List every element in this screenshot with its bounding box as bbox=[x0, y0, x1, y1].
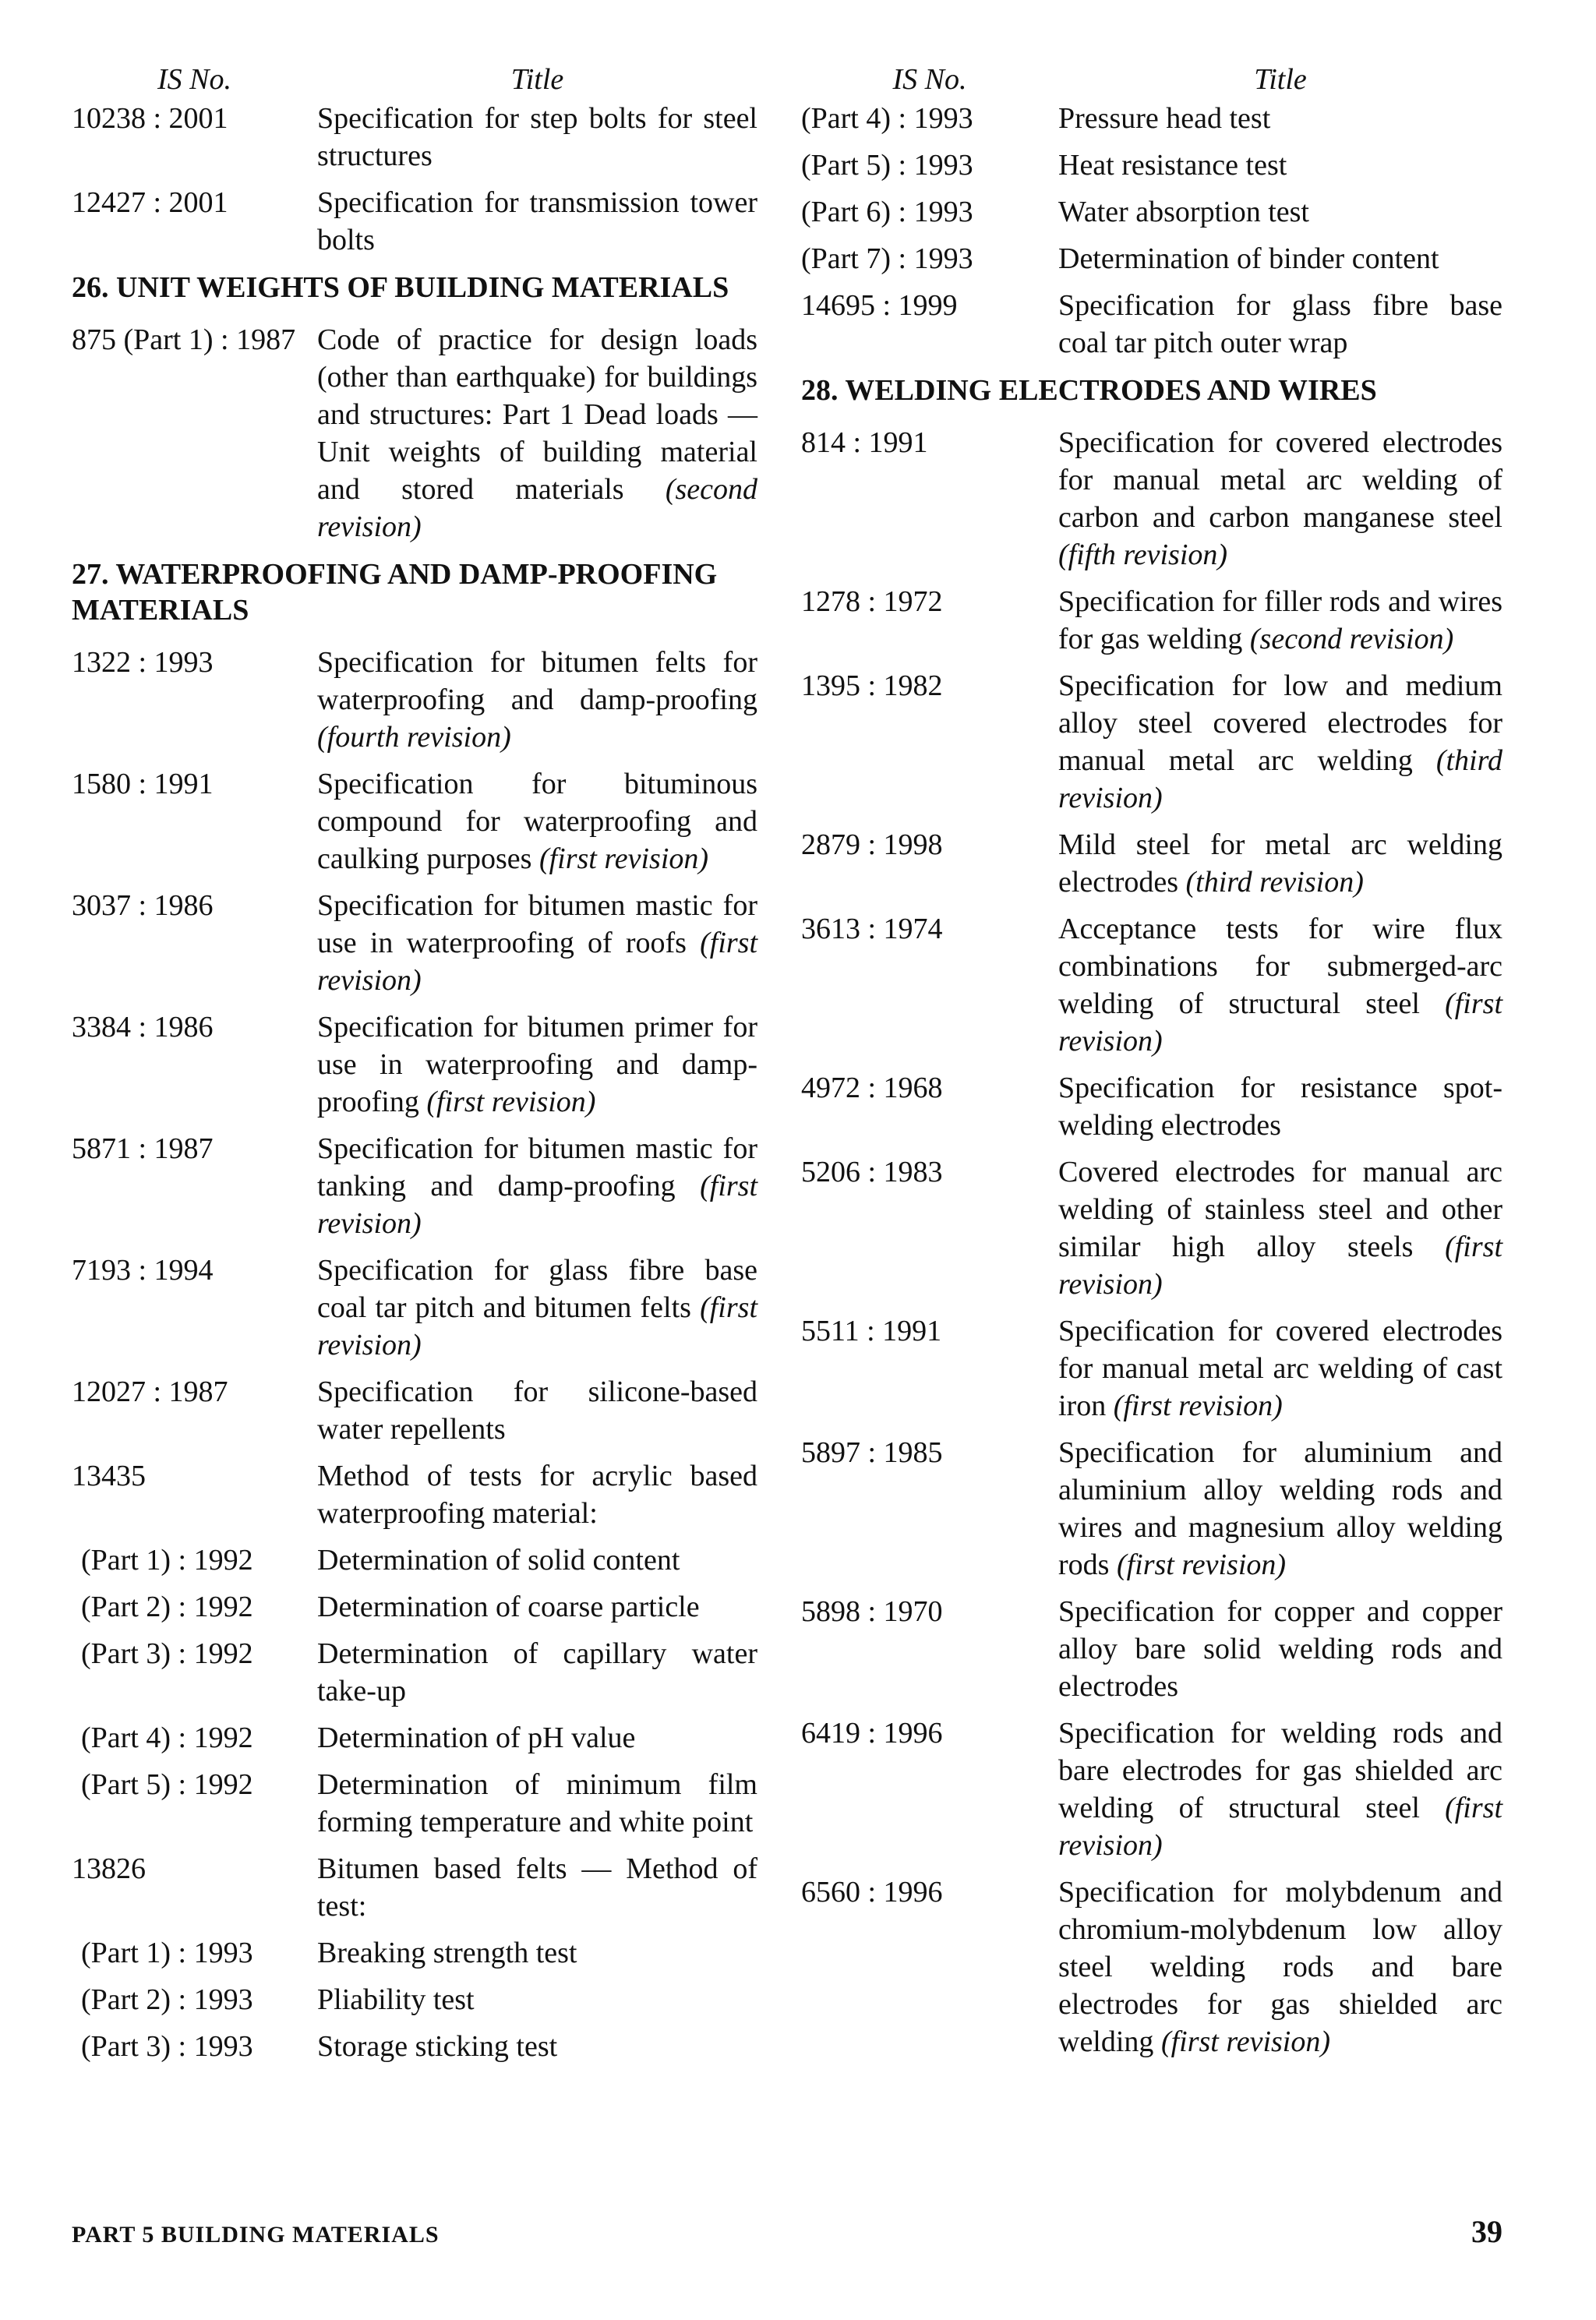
is-number: (Part 1) : 1993 bbox=[81, 1937, 253, 1969]
is-number: 3384 : 1986 bbox=[72, 1011, 214, 1043]
title-text: Specification for molybdenum and chromium-molybdenum low alloy steel welding rods and bare electrodes for gas shielded arc welding bbox=[1058, 1876, 1502, 2058]
is-number: 1395 : 1982 bbox=[801, 669, 943, 702]
standard-row bbox=[72, 887, 757, 999]
header-is-no: IS No. bbox=[892, 63, 967, 96]
standard-row bbox=[801, 193, 1502, 231]
title-text: Determination of binder content bbox=[1058, 242, 1439, 275]
standard-title bbox=[317, 887, 757, 999]
is-number: (Part 4) : 1993 bbox=[801, 102, 973, 135]
standard-title bbox=[1058, 1873, 1502, 2060]
column-header bbox=[801, 61, 1502, 98]
title-text: Specification for silicone-based water repellents bbox=[317, 1375, 757, 1446]
standard-row bbox=[72, 1981, 757, 2018]
revision-note: (third revision) bbox=[1185, 866, 1364, 899]
title-text: Specification for covered electrodes for manual metal arc welding of cast iron bbox=[1058, 1315, 1502, 1422]
standard-title bbox=[317, 1457, 757, 1532]
standard-title bbox=[317, 1541, 757, 1579]
standard-row bbox=[72, 1766, 757, 1841]
standard-title bbox=[317, 1373, 757, 1448]
title-text: Code of practice for design loads (other than earthquake) for buildings and structures: Part 1 Dead loads — Unit weights of building material and stored materials bbox=[317, 323, 757, 506]
standard-row bbox=[801, 1714, 1502, 1864]
standard-row bbox=[72, 321, 757, 546]
is-number: (Part 2) : 1992 bbox=[81, 1591, 253, 1623]
is-number: 1278 : 1972 bbox=[801, 585, 943, 618]
is-number: 3037 : 1986 bbox=[72, 889, 214, 922]
standard-row bbox=[801, 1873, 1502, 2060]
revision-note: (first revision) bbox=[1058, 987, 1502, 1058]
is-number: 1322 : 1993 bbox=[72, 646, 214, 679]
standard-row bbox=[801, 1312, 1502, 1425]
standard-title bbox=[317, 1130, 757, 1242]
standard-title bbox=[1058, 1153, 1502, 1303]
revision-note: (fifth revision) bbox=[1058, 539, 1228, 571]
is-number: (Part 2) : 1993 bbox=[81, 1983, 253, 2016]
standard-row bbox=[72, 1457, 757, 1532]
standard-row bbox=[801, 826, 1502, 901]
revision-note: (first revision) bbox=[317, 927, 758, 997]
is-number: 5898 : 1970 bbox=[801, 1595, 943, 1628]
standard-title bbox=[1058, 147, 1502, 184]
standard-row bbox=[72, 1130, 757, 1242]
revision-note: (first revision) bbox=[317, 1170, 758, 1240]
is-number: 6560 : 1996 bbox=[801, 1876, 943, 1909]
standard-title bbox=[317, 1635, 757, 1710]
revision-note: (first revision) bbox=[1058, 1231, 1502, 1301]
title-text: Specification for bitumen felts for waterproofing and damp-proofing bbox=[317, 646, 757, 716]
standard-row bbox=[801, 240, 1502, 277]
title-text: Specification for copper and copper alloy bare solid welding rods and electrodes bbox=[1058, 1595, 1502, 1703]
revision-note: (first revision) bbox=[1116, 1548, 1287, 1581]
standard-row bbox=[801, 100, 1502, 137]
standard-title bbox=[1058, 1714, 1502, 1864]
standard-row bbox=[72, 1934, 757, 1972]
section-28-rows bbox=[801, 424, 1502, 2060]
title-text: Determination of capillary water take-up bbox=[317, 1637, 757, 1707]
is-number: (Part 7) : 1993 bbox=[801, 242, 973, 275]
title-text: Determination of coarse particle bbox=[317, 1591, 700, 1623]
is-number: 2879 : 1998 bbox=[801, 828, 943, 861]
standard-title bbox=[317, 1008, 757, 1121]
title-text: Heat resistance test bbox=[1058, 149, 1287, 182]
standard-title bbox=[1058, 1312, 1502, 1425]
title-text: Specification for filler rods and wires for gas welding bbox=[1058, 585, 1502, 655]
is-number: 1580 : 1991 bbox=[72, 768, 214, 800]
section-heading-27: 27. WATERPROOFING AND DAMP-PROOFING MATERIALS bbox=[72, 558, 718, 627]
revision-note: (fourth revision) bbox=[317, 721, 511, 754]
is-number: 5897 : 1985 bbox=[801, 1436, 943, 1469]
left-column bbox=[72, 61, 757, 2075]
standard-title bbox=[1058, 910, 1502, 1060]
standard-row bbox=[801, 287, 1502, 362]
standard-row bbox=[801, 1593, 1502, 1705]
is-number: 13826 bbox=[72, 1852, 146, 1885]
title-text: Specification for transmission tower bolts bbox=[317, 186, 757, 256]
title-text: Specification for step bolts for steel structures bbox=[317, 102, 757, 172]
is-number: (Part 1) : 1992 bbox=[81, 1544, 253, 1577]
standard-row bbox=[72, 184, 757, 259]
standard-title bbox=[317, 1588, 757, 1626]
standard-title bbox=[317, 1981, 757, 2018]
revision-note: (first revision) bbox=[317, 1291, 757, 1361]
is-number: (Part 6) : 1993 bbox=[801, 196, 973, 228]
title-text: Breaking strength test bbox=[317, 1937, 577, 1969]
title-text: Determination of minimum film forming temperature and white point bbox=[317, 1768, 757, 1838]
title-text: Specification for covered electrodes for manual metal arc welding of carbon and carbon manganese steel bbox=[1058, 426, 1502, 534]
standard-row bbox=[72, 2028, 757, 2065]
section-27-rows bbox=[72, 644, 757, 2065]
standard-title bbox=[317, 765, 757, 878]
is-number: 875 (Part 1) : 1987 bbox=[72, 323, 296, 356]
title-text: Determination of solid content bbox=[317, 1544, 680, 1577]
standard-title bbox=[317, 1252, 757, 1364]
standard-row bbox=[72, 1008, 757, 1121]
column-header bbox=[72, 61, 757, 98]
title-text: Specification for resistance spot-welding electrodes bbox=[1058, 1072, 1502, 1142]
section-26-rows bbox=[72, 321, 757, 546]
section-heading-28: 28. WELDING ELECTRODES AND WIRES bbox=[801, 374, 1377, 407]
revision-note: (first revision) bbox=[426, 1086, 596, 1118]
standard-row bbox=[72, 1373, 757, 1448]
standard-row bbox=[801, 667, 1502, 817]
title-text: Specification for bituminous compound for waterproofing and caulking purposes bbox=[317, 768, 757, 875]
standard-row bbox=[72, 1252, 757, 1364]
standard-title bbox=[317, 1766, 757, 1841]
title-text: Specification for glass fibre base coal tar pitch outer wrap bbox=[1058, 289, 1502, 359]
is-number: 6419 : 1996 bbox=[801, 1717, 943, 1750]
header-title: Title bbox=[1254, 63, 1307, 96]
standard-title bbox=[1058, 1069, 1502, 1144]
title-text: Storage sticking test bbox=[317, 2030, 558, 2063]
header-title: Title bbox=[510, 63, 564, 96]
title-text: Pliability test bbox=[317, 1983, 475, 2016]
title-text: Specification for aluminium and aluminium alloy welding rods and wires and magnesium alloy welding rods bbox=[1058, 1436, 1502, 1581]
standard-title bbox=[317, 321, 757, 546]
revision-note: (first revision) bbox=[1160, 2025, 1331, 2058]
standard-title bbox=[1058, 424, 1502, 574]
revision-note: (first revision) bbox=[538, 842, 709, 875]
title-text: Acceptance tests for wire flux combinations for submerged-arc welding of structural steel bbox=[1058, 913, 1502, 1020]
standard-row bbox=[801, 583, 1502, 658]
standard-row bbox=[72, 1850, 757, 1925]
is-number: (Part 4) : 1992 bbox=[81, 1721, 253, 1754]
is-number: 3613 : 1974 bbox=[801, 913, 943, 945]
is-number: 4972 : 1968 bbox=[801, 1072, 943, 1104]
header-is-no: IS No. bbox=[157, 63, 231, 96]
revision-note: (first revision) bbox=[1058, 1792, 1502, 1862]
page-number: 39 bbox=[1471, 2214, 1502, 2249]
standard-row bbox=[72, 100, 757, 175]
standard-title bbox=[1058, 583, 1502, 658]
standard-title bbox=[1058, 1593, 1502, 1705]
standard-row bbox=[72, 765, 757, 878]
title-text: Mild steel for metal arc welding electrodes bbox=[1058, 828, 1502, 899]
standard-title bbox=[1058, 240, 1502, 277]
is-number: 14695 : 1999 bbox=[801, 289, 958, 322]
right-top-rows bbox=[801, 100, 1502, 362]
is-number: 12027 : 1987 bbox=[72, 1375, 228, 1408]
standard-title bbox=[1058, 667, 1502, 817]
footer-label: PART 5 BUILDING MATERIALS bbox=[72, 2222, 440, 2248]
standard-title bbox=[317, 644, 757, 756]
title-text: Specification for bitumen primer for use in waterproofing and damp-proofing bbox=[317, 1011, 757, 1118]
standard-row bbox=[72, 1719, 757, 1757]
standard-row bbox=[801, 147, 1502, 184]
revision-note: (first revision) bbox=[1113, 1390, 1283, 1422]
title-text: Method of tests for acrylic based waterproofing material: bbox=[317, 1460, 757, 1530]
title-text: Water absorption test bbox=[1058, 196, 1309, 228]
standard-row bbox=[801, 1153, 1502, 1303]
section-heading-26: 26. UNIT WEIGHTS OF BUILDING MATERIALS bbox=[72, 271, 729, 304]
title-text: Specification for welding rods and bare electrodes for gas shielded arc welding of structural steel bbox=[1058, 1717, 1502, 1824]
standard-title bbox=[317, 100, 757, 175]
is-number: 814 : 1991 bbox=[801, 426, 928, 459]
standard-row bbox=[72, 1635, 757, 1710]
standard-row bbox=[801, 1069, 1502, 1144]
is-number: 12427 : 2001 bbox=[72, 186, 228, 219]
standard-title bbox=[1058, 193, 1502, 231]
is-number: 5511 : 1991 bbox=[801, 1315, 942, 1347]
standard-row bbox=[801, 424, 1502, 574]
right-column bbox=[801, 61, 1502, 2070]
standard-title bbox=[317, 1850, 757, 1925]
title-text: Determination of pH value bbox=[317, 1721, 636, 1754]
standard-title bbox=[1058, 1434, 1502, 1584]
standard-row bbox=[72, 644, 757, 756]
is-number: 7193 : 1994 bbox=[72, 1254, 214, 1287]
standard-title bbox=[317, 2028, 757, 2065]
standard-row bbox=[801, 1434, 1502, 1584]
is-number: 13435 bbox=[72, 1460, 146, 1492]
standard-title bbox=[317, 1934, 757, 1972]
title-text: Specification for bitumen mastic for tanking and damp-proofing bbox=[317, 1132, 757, 1202]
standard-row bbox=[801, 910, 1502, 1060]
is-number: 5871 : 1987 bbox=[72, 1132, 214, 1165]
revision-note: (third revision) bbox=[1058, 744, 1502, 814]
title-text: Bitumen based felts — Method of test: bbox=[317, 1852, 757, 1923]
page-footer bbox=[72, 2213, 1502, 2250]
is-number: 10238 : 2001 bbox=[72, 102, 228, 135]
standard-title bbox=[1058, 100, 1502, 137]
title-text: Specification for bitumen mastic for use in waterproofing of roofs bbox=[317, 889, 757, 959]
is-number: (Part 3) : 1992 bbox=[81, 1637, 253, 1670]
left-top-rows bbox=[72, 100, 757, 259]
standard-row bbox=[72, 1541, 757, 1579]
standard-title bbox=[317, 184, 757, 259]
is-number: (Part 5) : 1993 bbox=[801, 149, 973, 182]
revision-note: (second revision) bbox=[1249, 623, 1454, 655]
standard-title bbox=[317, 1719, 757, 1757]
title-text: Pressure head test bbox=[1058, 102, 1271, 135]
standard-title bbox=[1058, 826, 1502, 901]
revision-note: (second revision) bbox=[317, 473, 757, 543]
is-number: 5206 : 1983 bbox=[801, 1156, 943, 1188]
is-number: (Part 5) : 1992 bbox=[81, 1768, 253, 1801]
title-text: Specification for glass fibre base coal tar pitch and bitumen felts bbox=[317, 1254, 757, 1324]
title-text: Specification for low and medium alloy steel covered electrodes for manual metal arc welding bbox=[1058, 669, 1502, 777]
title-text: Covered electrodes for manual arc welding of stainless steel and other similar high alloy steels bbox=[1058, 1156, 1502, 1263]
standard-row bbox=[72, 1588, 757, 1626]
is-number: (Part 3) : 1993 bbox=[81, 2030, 253, 2063]
standard-title bbox=[1058, 287, 1502, 362]
